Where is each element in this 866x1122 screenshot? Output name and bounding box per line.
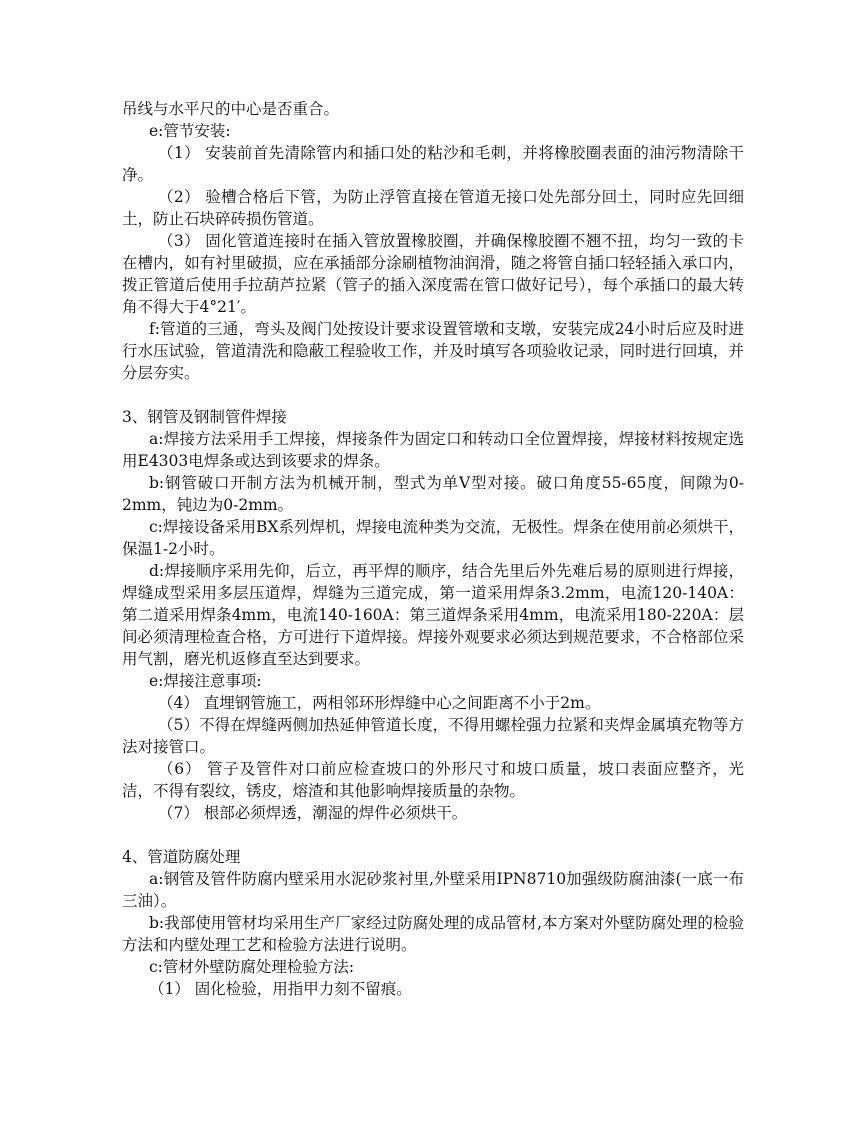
body-paragraph: （1） 固化检验，用指甲力刻不留痕。 [149,980,412,998]
body-paragraph: （2） 验槽合格后下管，为防止浮管直接在管道无接口处先部分回土，同时应先回细土，防止石块碎砖损伤管道。 [122,188,744,228]
body-paragraph: （6） 管子及管件对口前应检查坡口的外形尺寸和坡口质量，坡口表面应整齐，光洁，不得有裂纹，锈皮，熔渣和其他影响焊接质量的杂物。 [122,760,744,800]
body-paragraph: c:管材外壁防腐处理检验方法: [149,958,355,976]
body-paragraph: d:焊接顺序采用先仰，后立，再平焊的顺序，结合先里后外先难后易的原则进行焊接，焊缝成型采用多层压道焊，焊缝为三道完成，第一道采用焊条3.2mm，电流120-140A：第二道采用焊条4mm，电流140-160A：第三道焊条采用4mm，电流采用180-220A：层间必须清理检查合格，方可进行下道焊接。焊接外观要求必须达到规范要求，不合格部位采用气割，磨光机返修直至达到要求。 [122,562,744,668]
section-heading: 3、钢管及钢制管件焊接 [122,408,287,426]
body-paragraph: （3） 固化管道连接时在插入管放置橡胶圈，并确保橡胶圈不翘不扭，均匀一致的卡在槽内，如有衬里破损，应在承插部分涂刷植物油润滑，随之将管自插口轻轻插入承口内，拨正管道后使用手拉葫芦拉紧（管子的插入深度需在管口做好记号），每个承插口的最大转角不得大于4°21′。 [122,232,744,316]
body-paragraph: e:管节安装: [149,122,231,140]
body-paragraph: （5）不得在焊缝两侧加热延伸管道长度，不得用螺栓强力拉紧和夹焊金属填充物等方法对接管口。 [122,716,744,756]
section-gap [122,384,744,406]
body-paragraph: b:钢管破口开制方法为机械开制，型式为单V型对接。破口角度55-65度，间隙为0-2mm，钝边为0-2mm。 [122,474,744,514]
body-paragraph: （7） 根部必须焊透，潮湿的焊件必须烘干。 [158,804,468,822]
body-paragraph: b:我部使用管材均采用生产厂家经过防腐处理的成品管材,本方案对外壁防腐处理的检验方法和内壁处理工艺和检验方法进行说明。 [122,914,744,954]
body-paragraph: a:焊接方法采用手工焊接，焊接条件为固定口和转动口全位置焊接，焊接材料按规定选用E4303电焊条或达到该要求的焊条。 [122,430,744,470]
body-paragraph: f:管道的三通，弯头及阀门处按设计要求设置管墩和支墩，安装完成24小时后应及时进行水压试验，管道清洗和隐蔽工程验收工作，并及时填写各项验收记录，同时进行回填，并分层夯实。 [122,320,744,382]
body-paragraph: a:钢管及管件防腐内壁采用水泥砂浆衬里,外壁采用IPN8710加强级防腐油漆(一底一布三油）。 [122,870,744,910]
section-heading: 4、管道防腐处理 [122,848,241,866]
section-gap [122,824,744,846]
document-body [122,98,744,1000]
body-paragraph: 吊线与水平尺的中心是否重合。 [122,100,340,118]
body-paragraph: （1） 安装前首先清除管内和插口处的粘沙和毛刺，并将橡胶圈表面的油污物清除干净。 [122,144,744,184]
body-paragraph: （4） 直埋钢管施工，两相邻环形焊缝中心之间距离不小于2m。 [158,694,601,712]
body-paragraph: e:焊接注意事项: [149,672,262,690]
body-paragraph: c:焊接设备采用BX系列焊机，焊接电流种类为交流，无极性。焊条在使用前必须烘干，保温1-2小时。 [122,518,744,558]
